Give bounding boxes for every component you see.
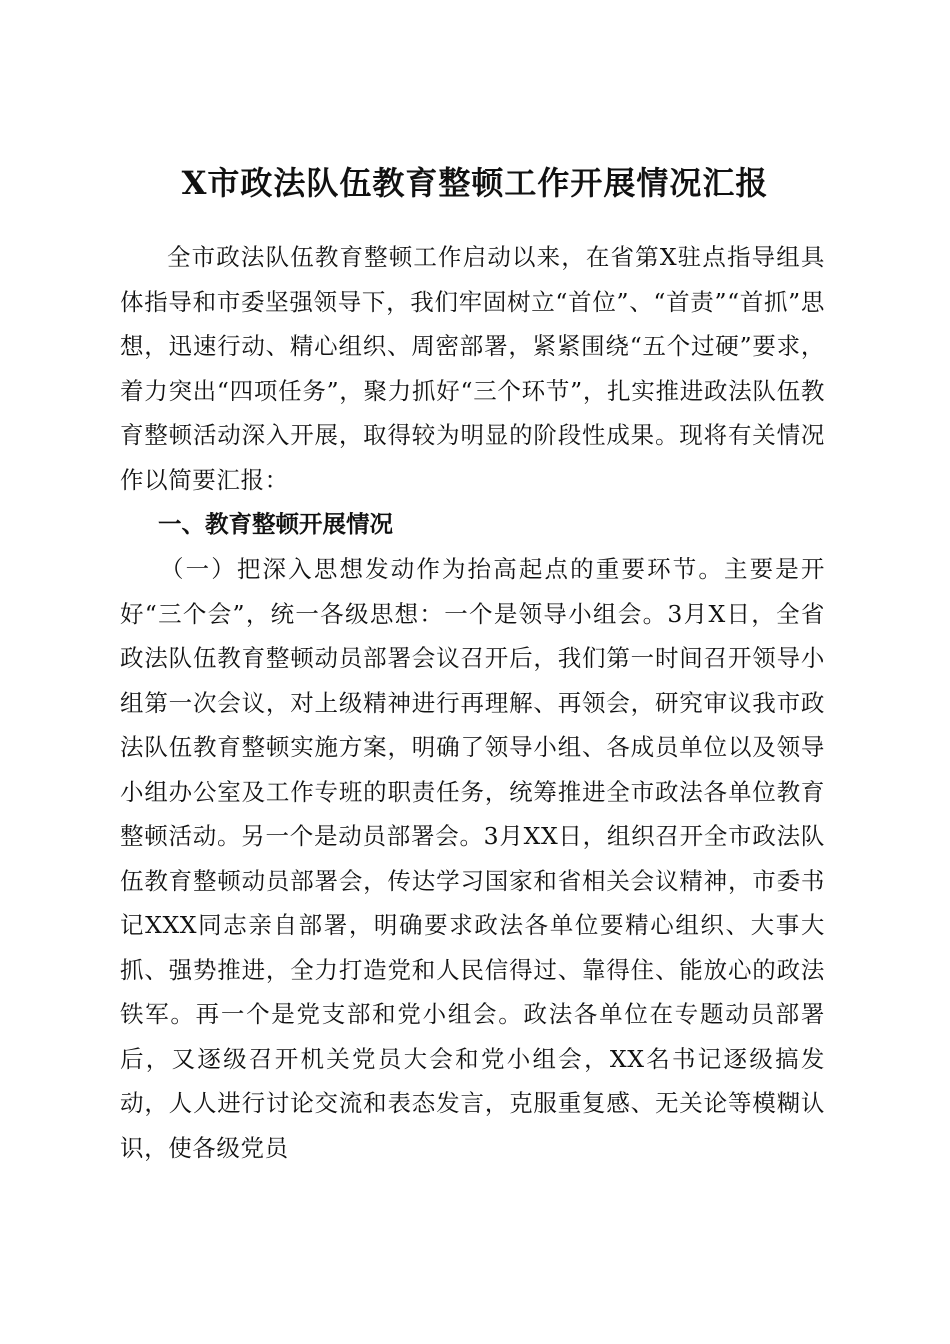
paragraph-one-body: 主要是开好“三个会”，统一各级思想：一个是领导小组会。3月X日，全省政法队伍教育整顿动员部署会议召开后，我们第一时间召开领导小组第一次会议，对上级精神进行再理解、再领会，研究审议我市政法队伍教育整顿实施方案，明确了领导小组、各成员单位以及领导小组办公室及工作专班的职责任务，统筹推进全市政法各单位教育整顿活动。另一个是动员部署会。3月XX日，组织召开全市政法队伍教育整顿动员部署会，传达学习国家和省相关会议精神，市委书记XXX同志亲自部署，明确要求政法各单位要精心组织、大事大抓、强势推进，全力打造党和人民信得过、靠得住、能放心的政法铁军。再一个是党支部和党小组会。政法各单位在专题动员部署后，又逐级召开机关党员大会和党小组会，XX名书记逐级搞发动，人人进行讨论交流和表态发言，克服重复感、无关论等模糊认识，使各级党员: [120, 555, 825, 1162]
intro-paragraph: 全市政法队伍教育整顿工作启动以来，在省第X驻点指导组具体指导和市委坚强领导下，我们牢固树立“首位”、“首责”“首抓”思想，迅速行动、精心组织、周密部署，紧紧围绕“五个过硬”要求，着力突出“四项任务”，聚力抓好“三个环节”，扎实推进政法队伍教育整顿活动深入开展，取得较为明显的阶段性成果。现将有关情况作以简要汇报：: [120, 243, 825, 494]
document-title: X市政法队伍教育整顿工作开展情况汇报: [181, 164, 769, 203]
paragraph-one-heading: （一）把深入思想发动作为抬高起点的重要环节。: [160, 555, 724, 583]
paragraph-one: [120, 547, 825, 1170]
section-heading-one: 一、教育整顿开展情况: [158, 510, 393, 538]
